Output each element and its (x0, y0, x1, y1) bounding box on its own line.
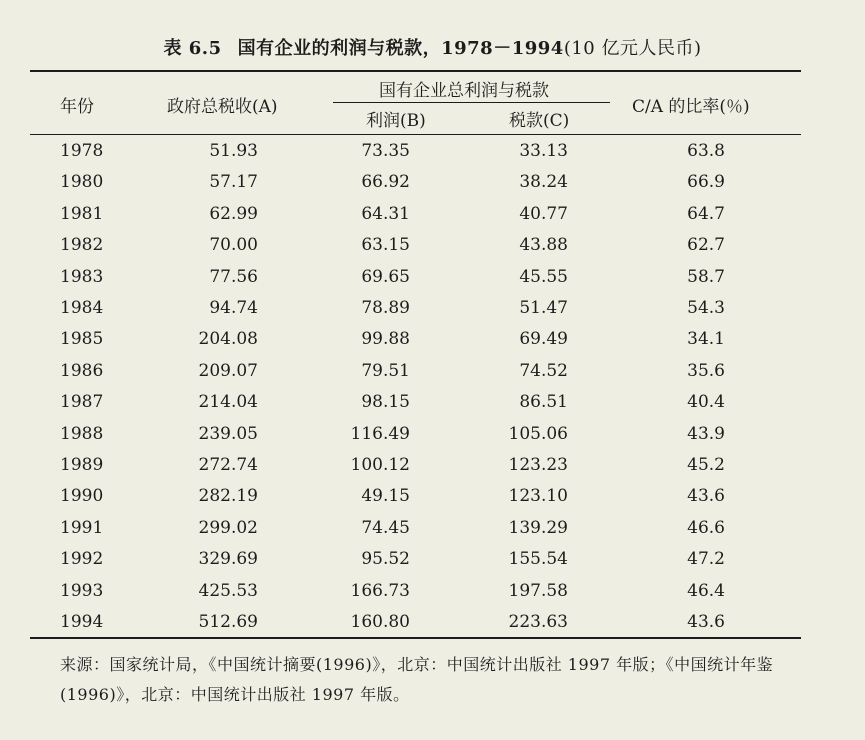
table-row (0, 511, 865, 542)
cell-tax: 33.13 (519, 141, 568, 161)
header-soe-group: 国有企业总利润与税款 (379, 81, 549, 101)
table-row (0, 165, 865, 196)
cell-tax: 123.10 (508, 486, 568, 507)
cell-year: 1982 (60, 235, 104, 256)
cell-ratio: 46.4 (687, 580, 725, 601)
cell-ratio: 45.2 (687, 455, 725, 475)
cell-year: 1992 (60, 549, 104, 570)
cell-profit: 66.92 (361, 172, 410, 193)
cell-year: 1991 (60, 517, 104, 538)
cell-ratio: 54.3 (687, 298, 725, 318)
cell-profit: 100.12 (350, 455, 410, 475)
cell-year: 1994 (60, 612, 104, 632)
cell-profit: 95.52 (361, 549, 410, 570)
bottom-rule (30, 637, 801, 639)
cell-year: 1978 (60, 141, 104, 161)
cell-gov-tax: 204.08 (198, 329, 258, 350)
cell-gov-tax: 299.02 (198, 517, 258, 538)
cell-ratio: 62.7 (687, 235, 725, 256)
cell-tax: 51.47 (519, 298, 568, 318)
cell-profit: 160.80 (350, 612, 410, 632)
cell-ratio: 47.2 (687, 549, 725, 570)
cell-gov-tax: 70.00 (209, 235, 258, 256)
cell-ratio: 46.6 (687, 517, 725, 538)
table-title (0, 34, 865, 60)
cell-ratio: 35.6 (687, 360, 725, 381)
cell-year: 1988 (60, 423, 104, 444)
cell-year: 1989 (60, 455, 104, 475)
top-rule (30, 70, 801, 72)
cell-year: 1980 (60, 172, 104, 193)
cell-ratio: 66.9 (687, 172, 725, 193)
table-row (0, 448, 865, 479)
cell-tax: 105.06 (508, 423, 568, 444)
cell-ratio: 58.7 (687, 266, 725, 287)
table-row (0, 322, 865, 353)
table-row (0, 354, 865, 385)
table-row (0, 260, 865, 291)
cell-tax: 155.54 (508, 549, 568, 570)
header-tax: 税款(C) (509, 111, 570, 131)
cell-ratio: 40.4 (687, 392, 725, 413)
table-row (0, 385, 865, 416)
cell-ratio: 43.6 (687, 612, 725, 632)
cell-tax: 69.49 (519, 329, 568, 350)
cell-year: 1990 (60, 486, 104, 507)
cell-gov-tax: 94.74 (209, 298, 258, 318)
cell-ratio: 34.1 (687, 329, 725, 350)
cell-ratio: 43.6 (687, 486, 725, 507)
cell-tax: 223.63 (508, 612, 568, 632)
cell-tax: 139.29 (508, 517, 568, 538)
cell-profit: 78.89 (361, 298, 410, 318)
table-row (0, 574, 865, 605)
cell-tax: 43.88 (519, 235, 568, 256)
header-profit: 利润(B) (366, 111, 426, 131)
table-unit: (10 亿元人民币) (563, 38, 702, 59)
cell-gov-tax: 209.07 (198, 360, 258, 381)
cell-gov-tax: 425.53 (198, 580, 258, 601)
cell-gov-tax: 239.05 (198, 423, 258, 444)
table-number: 表 6.5 (163, 38, 222, 59)
table-row (0, 605, 865, 636)
cell-gov-tax: 272.74 (198, 455, 258, 475)
cell-gov-tax: 512.69 (198, 612, 258, 632)
cell-ratio: 43.9 (687, 423, 725, 444)
cell-tax: 38.24 (519, 172, 568, 193)
cell-profit: 116.49 (350, 423, 410, 444)
cell-tax: 45.55 (519, 266, 568, 287)
header-gov-tax: 政府总税收(A) (167, 97, 278, 117)
cell-year: 1986 (60, 360, 104, 381)
table-row (0, 228, 865, 259)
table-row (0, 291, 865, 322)
cell-profit: 49.15 (361, 486, 410, 507)
cell-year: 1985 (60, 329, 104, 350)
table-title-text: 国有企业的利润与税款，1978－1994 (237, 38, 564, 59)
cell-profit: 98.15 (361, 392, 410, 413)
table-row (0, 134, 865, 165)
source-note: 来源：国家统计局，《中国统计摘要(1996)》，北京：中国统计出版社 1997 年版；《中国统计年鉴(1996)》，北京：中国统计出版社 1997 年版。 (60, 655, 774, 704)
cell-profit: 99.88 (361, 329, 410, 350)
header-year: 年份 (60, 97, 94, 117)
cell-ratio: 63.8 (687, 141, 725, 161)
group-span-rule (333, 102, 610, 103)
cell-profit: 79.51 (361, 360, 410, 381)
cell-gov-tax: 62.99 (209, 203, 258, 224)
cell-profit: 64.31 (361, 203, 410, 224)
cell-ratio: 64.7 (687, 203, 725, 224)
cell-year: 1993 (60, 580, 104, 601)
cell-year: 1981 (60, 203, 104, 224)
cell-gov-tax: 51.93 (209, 141, 258, 161)
cell-profit: 166.73 (350, 580, 410, 601)
table-row (0, 479, 865, 510)
cell-gov-tax: 77.56 (209, 266, 258, 287)
cell-year: 1983 (60, 266, 104, 287)
table-row (0, 197, 865, 228)
cell-gov-tax: 57.17 (209, 172, 258, 193)
cell-year: 1984 (60, 298, 104, 318)
table-row (0, 417, 865, 448)
table-row (0, 542, 865, 573)
cell-tax: 74.52 (519, 360, 568, 381)
cell-profit: 69.65 (361, 266, 410, 287)
cell-tax: 86.51 (519, 392, 568, 413)
cell-gov-tax: 214.04 (198, 392, 258, 413)
cell-year: 1987 (60, 392, 104, 413)
cell-profit: 63.15 (361, 235, 410, 256)
cell-tax: 197.58 (508, 580, 568, 601)
cell-profit: 73.35 (361, 141, 410, 161)
cell-tax: 40.77 (519, 203, 568, 224)
header-ratio: C/A 的比率(％) (632, 97, 750, 117)
cell-profit: 74.45 (361, 517, 410, 538)
cell-gov-tax: 282.19 (198, 486, 258, 507)
cell-gov-tax: 329.69 (198, 549, 258, 570)
cell-tax: 123.23 (508, 455, 568, 475)
